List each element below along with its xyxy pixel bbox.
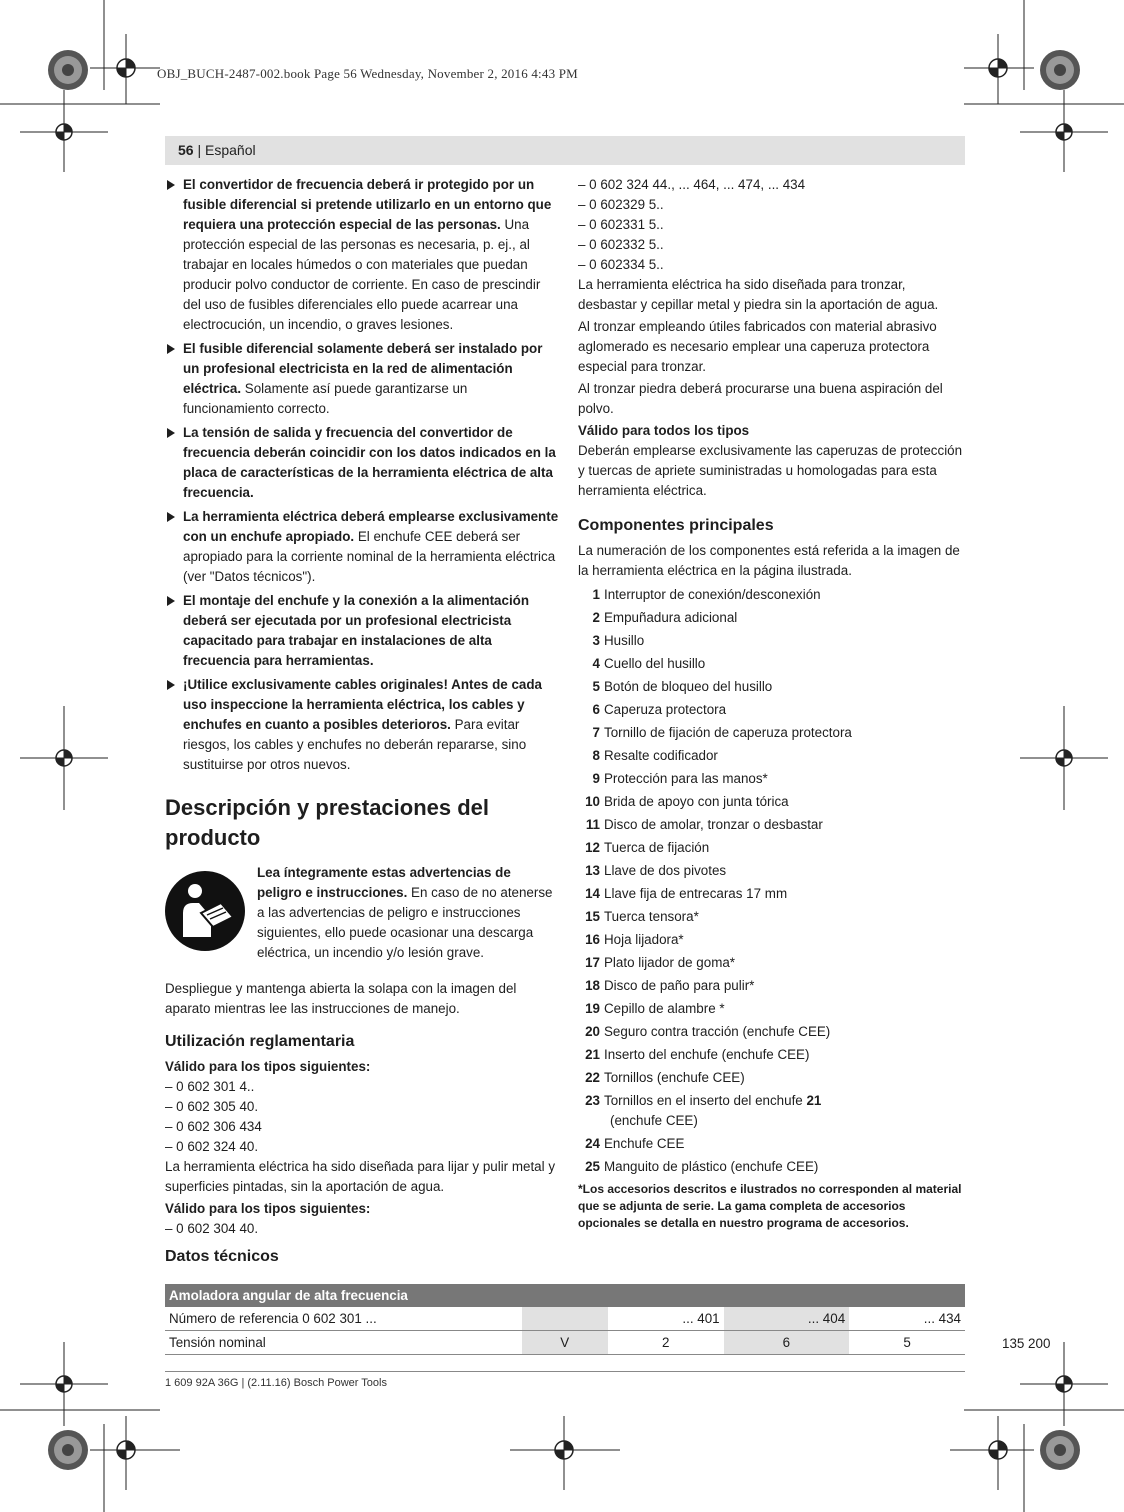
- page-header: [178, 142, 256, 158]
- warning-bold-text: El convertidor de frecuencia deberá ir protegido por un fusible diferencial si pretende utilizarlo en un entorno que requiera una protección especial de las personas.: [183, 177, 552, 232]
- component-label: Llave de dos pivotes: [604, 863, 727, 878]
- component-number: 19: [585, 1001, 600, 1016]
- value-cell: ... 404: [724, 1307, 850, 1331]
- read-bold: Lea íntegramente estas advertencias de peligro e instrucciones.: [257, 865, 511, 900]
- left-column: [165, 175, 561, 1239]
- read-normal: En caso de no atenerse a las advertencias de peligro e instrucciones siguientes, ello puede ocasionar una descarga eléctrica, un incendio y/o lesión grave.: [257, 885, 553, 960]
- component-number: 20: [585, 1024, 600, 1039]
- type-item: – 0 602332 5..: [578, 237, 664, 252]
- component-item: [578, 723, 966, 743]
- component-label: Enchufe CEE: [604, 1136, 685, 1151]
- component-item: [578, 700, 966, 720]
- component-number: 1: [592, 587, 600, 602]
- warning-item: [165, 339, 561, 419]
- component-reference: 21: [806, 1093, 822, 1108]
- component-number: 21: [585, 1047, 600, 1062]
- component-item: [578, 1134, 966, 1154]
- warning-bullet-icon: [167, 428, 175, 438]
- section-title-componentes: Componentes principales: [578, 517, 774, 534]
- component-number: 9: [592, 771, 600, 786]
- component-number: 3: [592, 633, 600, 648]
- valid-all-heading: Válido para todos los tipos: [578, 423, 750, 438]
- component-label: Interruptor de conexión/desconexión: [604, 587, 821, 602]
- component-label: Caperuza protectora: [604, 702, 727, 717]
- warning-bullet-icon: [167, 180, 175, 190]
- component-item: [578, 654, 966, 674]
- unit-cell: V: [522, 1331, 608, 1355]
- component-label: Tornillo de fijación de caperuza protectora: [604, 725, 852, 740]
- component-item: [578, 769, 966, 789]
- row-label: Tensión nominal: [165, 1331, 522, 1355]
- component-item: [578, 677, 966, 697]
- component-number: 10: [585, 794, 600, 809]
- component-item: [578, 999, 966, 1019]
- type-item: – 0 602331 5..: [578, 217, 664, 232]
- type-item: – 0 602 305 40.: [165, 1099, 259, 1114]
- component-item: [578, 585, 966, 605]
- component-label: Seguro contra tracción (enchufe CEE): [604, 1024, 831, 1039]
- warning-text: El enchufe CEE deberá ser apropiado para la corriente nominal de la herramienta eléctrica (ver "Datos técnicos").: [183, 529, 556, 584]
- component-item: [578, 792, 966, 812]
- type-item: – 0 602 301 4..: [165, 1079, 255, 1094]
- component-item: [578, 953, 966, 973]
- page-number: 56: [178, 142, 194, 158]
- component-item: [578, 861, 966, 881]
- warning-bold-text: El fusible diferencial solamente deberá ser instalado por un profesional electricista en la red de alimentación eléctrica.: [183, 341, 543, 396]
- component-label: Tuerca tensora*: [604, 909, 699, 924]
- component-number: 23: [585, 1093, 600, 1108]
- component-item: [578, 1157, 966, 1177]
- component-label: Protección para las manos*: [604, 771, 768, 786]
- components-intro: La numeración de los componentes está referida a la imagen de la herramienta eléctrica en la página ilustrada.: [578, 543, 960, 578]
- usage-paragraph: La herramienta eléctrica ha sido diseñada para lijar y pulir metal y superficies pintadas, sin la aportación de agua.: [165, 1159, 556, 1194]
- component-label: Tuerca de fijación: [604, 840, 710, 855]
- footer-divider: [165, 1371, 965, 1372]
- component-number: 8: [592, 748, 600, 763]
- component-label: Inserto del enchufe (enchufe CEE): [604, 1047, 810, 1062]
- section-title-datos: Datos técnicos: [165, 1248, 279, 1265]
- component-item: [578, 930, 966, 950]
- type-item: – 0 602334 5..: [578, 257, 664, 272]
- overflow-value: 135 200: [1002, 1336, 1051, 1351]
- component-label: Cepillo de alambre *: [604, 1001, 725, 1016]
- usage-paragraph: Al tronzar piedra deberá procurarse una buena aspiración del polvo.: [578, 381, 943, 416]
- table-row: [165, 1331, 965, 1355]
- component-label: Botón de bloqueo del husillo: [604, 679, 773, 694]
- table-header-row: [165, 1284, 965, 1307]
- unfold-note: Despliegue y mantenga abierta la solapa con la imagen del aparato mientras lee las instrucciones de manejo.: [165, 981, 517, 1016]
- component-item: [578, 976, 966, 996]
- warning-bold-text: La herramienta eléctrica deberá emplearse exclusivamente con un enchufe apropiado.: [183, 509, 559, 544]
- warning-bullet-icon: [167, 680, 175, 690]
- print-slug: OBJ_BUCH-2487-002.book Page 56 Wednesday, November 2, 2016 4:43 PM: [157, 66, 578, 81]
- table-row: [165, 1307, 965, 1331]
- component-number: 15: [585, 909, 600, 924]
- value-cell: ... 401: [608, 1307, 724, 1331]
- usage-paragraph: La herramienta eléctrica ha sido diseñada para tronzar, desbastar y cepillar metal y piedra sin la aportación de agua.: [578, 277, 939, 312]
- warning-text: Solamente así puede garantizarse un funcionamiento correcto.: [183, 381, 468, 416]
- section-title-uso: Utilización reglamentaria: [165, 1033, 355, 1050]
- warning-bold-text: El montaje del enchufe y la conexión a la alimentación deberá ser ejecutada por un profesional electricista capacitado para trabajar en instalaciones de alta frecuencia para herramientas.: [183, 593, 530, 668]
- read-manual-icon: [165, 871, 245, 951]
- component-item: [578, 1045, 966, 1065]
- warning-bold-text: La tensión de salida y frecuencia del convertidor de frecuencia deberán coincidir con los datos indicados en la placa de características de la herramienta eléctrica de alta frecuencia.: [183, 425, 556, 500]
- component-number: 16: [585, 932, 600, 947]
- component-label: Empuñadura adicional: [604, 610, 738, 625]
- component-number: 12: [585, 840, 600, 855]
- component-number: 18: [585, 978, 600, 993]
- row-label: Número de referencia 0 602 301 ...: [165, 1307, 522, 1331]
- component-number: 6: [592, 702, 600, 717]
- component-label: Disco de amolar, tronzar o desbastar: [604, 817, 823, 832]
- component-number: 14: [585, 886, 600, 901]
- component-number: 11: [585, 817, 600, 832]
- warning-text: Una protección especial de las personas es necesaria, p. ej., al trabajar en locales húmedos o con materiales que puedan producir polvo conductor de corriente. En caso de prescindir del uso de fusibles diferenciales ello puede acarrear una electrocución, un incendio, o graves lesiones.: [183, 217, 541, 332]
- component-label: Manguito de plástico (enchufe CEE): [604, 1159, 819, 1174]
- warning-bullet-icon: [167, 596, 175, 606]
- type-item: – 0 602329 5..: [578, 197, 664, 212]
- component-label: Husillo: [604, 633, 645, 648]
- read-instructions-text: [257, 863, 557, 963]
- component-number: 7: [592, 725, 600, 740]
- right-column: [578, 175, 966, 1232]
- type-item: – 0 602 304 40.: [165, 1221, 259, 1236]
- table-title: Amoladora angular de alta frecuencia: [165, 1284, 965, 1307]
- component-item: [578, 746, 966, 766]
- usage-paragraph: Al tronzar empleando útiles fabricados con material abrasivo aglomerado es necesario emplear una caperuza protectora especial para tronzar.: [578, 319, 937, 374]
- type-item: – 0 602 324 44., ... 464, ... 474, ... 434: [578, 177, 806, 192]
- component-label: Tornillos (enchufe CEE): [604, 1070, 745, 1085]
- component-number: 5: [592, 679, 600, 694]
- component-label: Hoja lijadora*: [604, 932, 684, 947]
- value-cell: ... 434: [849, 1307, 965, 1331]
- component-number: 13: [585, 863, 600, 878]
- component-item: [578, 1022, 966, 1042]
- component-item: [578, 907, 966, 927]
- warning-item: [165, 175, 561, 335]
- valid-types-heading: Válido para los tipos siguientes:: [165, 1201, 371, 1216]
- type-item: – 0 602 306 434: [165, 1119, 262, 1134]
- warning-item: [165, 507, 561, 587]
- component-label: Plato lijador de goma*: [604, 955, 736, 970]
- warning-item: [165, 591, 561, 671]
- component-item: [578, 815, 966, 835]
- accessories-footnote: *Los accesorios descritos e ilustrados no corresponden al material que se adjunta de serie. La gama completa de accesorios opcionales se detalla en nuestro programa de accesorios.: [578, 1182, 962, 1230]
- component-label: Disco de paño para pulir*: [604, 978, 755, 993]
- unit-cell: [522, 1307, 608, 1331]
- component-label: Resalte codificador: [604, 748, 718, 763]
- component-item: [578, 838, 966, 858]
- component-label-continued: (enchufe CEE): [610, 1113, 698, 1128]
- value-cell: 5: [849, 1331, 965, 1355]
- component-label: Cuello del husillo: [604, 656, 706, 671]
- warning-item: [165, 675, 561, 775]
- header-language: Español: [205, 142, 256, 158]
- warning-text: Para evitar riesgos, los cables y enchufes no deberán repararse, sino sustituirse por otros nuevos.: [183, 717, 527, 772]
- warning-bullet-icon: [167, 512, 175, 522]
- page-footer: 1 609 92A 36G | (2.11.16) Bosch Power Tools: [165, 1377, 387, 1389]
- section-title-descripcion: Descripción y prestaciones del producto: [165, 795, 490, 850]
- component-label: Brida de apoyo con junta tórica: [604, 794, 789, 809]
- component-label: Tornillos en el inserto del enchufe: [604, 1093, 803, 1108]
- component-number: 4: [592, 656, 600, 671]
- component-number: 17: [585, 955, 600, 970]
- component-item: [578, 631, 966, 651]
- component-item: [578, 884, 966, 904]
- component-item: [578, 1091, 966, 1131]
- value-cell: 2: [608, 1331, 724, 1355]
- component-label: Llave fija de entrecaras 17 mm: [604, 886, 788, 901]
- tech-data-table: [165, 1284, 965, 1355]
- component-item: [578, 1068, 966, 1088]
- component-item: [578, 608, 966, 628]
- component-number: 22: [585, 1070, 600, 1085]
- read-instructions-block: [165, 863, 561, 973]
- warning-item: [165, 423, 561, 503]
- value-cell: 6: [724, 1331, 850, 1355]
- type-item: – 0 602 324 40.: [165, 1139, 259, 1154]
- component-number: 2: [592, 610, 600, 625]
- header-separator: |: [193, 142, 205, 158]
- valid-types-heading: Válido para los tipos siguientes:: [165, 1059, 371, 1074]
- warning-bold-text: ¡Utilice exclusivamente cables originales! Antes de cada uso inspeccione la herramienta eléctrica, los cables y enchufes en cuanto a posibles deterioros.: [183, 677, 542, 732]
- usage-paragraph: Deberán emplearse exclusivamente las caperuzas de protección y tuercas de apriete suministradas u homologadas para esta herramienta eléctrica.: [578, 443, 963, 498]
- warning-bullet-icon: [167, 344, 175, 354]
- component-number: 24: [585, 1136, 600, 1151]
- component-number: 25: [585, 1159, 600, 1174]
- page-header-bar: [165, 136, 965, 165]
